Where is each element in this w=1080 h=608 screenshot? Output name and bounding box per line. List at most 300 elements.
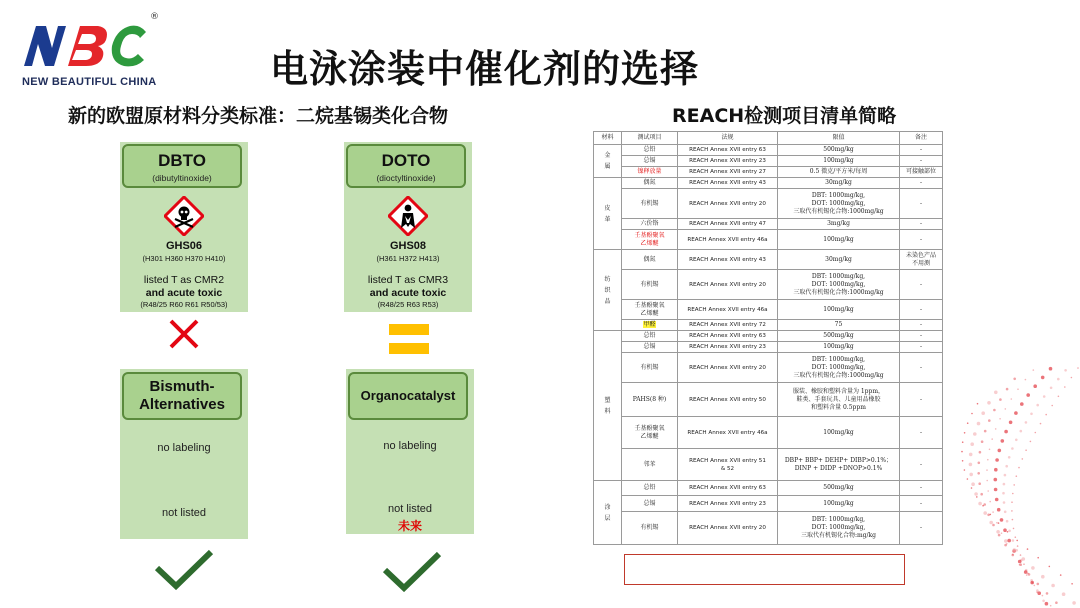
note-cell	[900, 383, 943, 417]
law-cell	[678, 417, 778, 449]
organocatalyst-name: Organocatalyst	[348, 372, 468, 420]
item-cell	[622, 481, 678, 496]
table-row	[594, 300, 943, 320]
decorative-dot	[1042, 595, 1044, 597]
limit-cell-text: 100mg/kg	[823, 499, 854, 507]
check-icon	[382, 550, 442, 598]
item-cell-text: 总镉	[643, 499, 656, 507]
decorative-dot	[1042, 600, 1045, 603]
item-cell-text: 总铅	[643, 332, 656, 339]
table-row	[594, 156, 943, 167]
note-cell	[900, 270, 943, 300]
decorative-dot	[1050, 605, 1052, 607]
limit-cell	[778, 417, 900, 449]
decorative-dot	[1025, 421, 1028, 424]
note-cell-text: -	[919, 220, 923, 227]
decorative-dot	[1012, 554, 1015, 557]
decorative-dot	[1019, 563, 1022, 566]
decorative-dot	[1017, 388, 1019, 390]
decorative-dot	[999, 398, 1002, 401]
item-cell-text: 有机锡	[640, 199, 659, 207]
note-cell-text: 可接触部位	[905, 168, 936, 175]
note-cell-text: -	[919, 235, 923, 243]
doto-listed: listed T as CMR3	[367, 274, 449, 286]
item-cell	[622, 167, 678, 178]
decorative-dot	[1036, 404, 1039, 407]
law-cell-text: REACH Annex XVII entry 20	[689, 200, 766, 207]
decorative-dot	[1012, 493, 1014, 495]
skull-crossbones-icon	[164, 196, 204, 236]
item-cell	[622, 145, 678, 156]
law-cell-text: REACH Annex XVII entry 27	[689, 169, 766, 175]
note-cell	[900, 145, 943, 156]
decorative-dot	[969, 473, 973, 477]
decorative-dot	[1058, 396, 1060, 398]
decorative-dot	[969, 453, 973, 457]
col-header-material: 材料	[594, 132, 622, 145]
table-row	[594, 178, 943, 189]
decorative-dot	[982, 505, 984, 507]
doto-acute: and acute toxic	[369, 287, 447, 299]
item-cell	[622, 270, 678, 300]
decorative-dot	[998, 522, 1000, 524]
decorative-dot	[1049, 367, 1053, 371]
decorative-dot	[1037, 583, 1040, 586]
decorative-dot	[989, 449, 991, 451]
reach-table-grid	[593, 131, 943, 545]
limit-cell-text: 3mg/kg	[827, 220, 850, 227]
decorative-dot	[1030, 441, 1032, 443]
decorative-dot	[1020, 430, 1023, 433]
decorative-dot	[971, 482, 975, 486]
limit-cell-text: 500mg/kg	[823, 146, 854, 153]
decorative-dot	[1003, 528, 1007, 532]
organocatalyst-listed: not listed	[387, 503, 433, 515]
decorative-dot	[962, 460, 964, 462]
note-cell-text: -	[919, 305, 923, 313]
decorative-dot	[1051, 405, 1053, 407]
material-cell: 塑 料	[594, 331, 622, 481]
decorative-dot	[1001, 439, 1005, 443]
decorative-dot	[995, 428, 997, 430]
decorative-dot	[1009, 421, 1013, 425]
decorative-dot	[1005, 465, 1008, 468]
note-cell	[900, 320, 943, 331]
item-cell	[622, 300, 678, 320]
note-cell	[900, 331, 943, 342]
note-cell	[900, 496, 943, 512]
limit-cell	[778, 353, 900, 383]
decorative-dot	[998, 534, 1001, 537]
limit-cell	[778, 331, 900, 342]
item-cell	[622, 250, 678, 270]
decorative-dot	[1028, 573, 1031, 576]
decorative-dot	[977, 403, 979, 405]
doto-h-statements: (H361 H372 H413)	[376, 254, 440, 263]
decorative-dot	[1000, 518, 1004, 522]
dbto-h-statements: (H301 H360 H370 H410)	[142, 254, 226, 263]
table-row	[594, 331, 943, 342]
decorative-dot	[987, 401, 991, 405]
decorative-dot	[977, 472, 980, 475]
note-cell-text: -	[919, 428, 923, 436]
law-cell-text: REACH Annex XVII entry 20	[689, 281, 766, 288]
decorative-dot	[967, 422, 969, 424]
decorative-dot	[1007, 539, 1011, 543]
decorative-dot	[1041, 376, 1045, 380]
organocatalyst-labeling: no labeling	[383, 440, 437, 452]
item-cell	[622, 383, 678, 417]
table-row	[594, 189, 943, 219]
decorative-dot	[1011, 510, 1013, 512]
dbto-listed: listed T as CMR2	[143, 274, 225, 286]
limit-cell	[778, 178, 900, 189]
item-cell-text: 总镉	[643, 343, 656, 350]
item-cell-text: 总镉	[643, 157, 656, 164]
decorative-dot	[1001, 532, 1003, 534]
decorative-dot	[988, 419, 991, 422]
dbto-acute: and acute toxic	[145, 287, 223, 299]
item-cell-text: PAHS(8 种)	[632, 395, 667, 403]
decorative-dot	[1077, 367, 1079, 369]
law-cell-text: REACH Annex XVII entry 46a	[687, 429, 768, 436]
dbto-name: DBTO	[158, 151, 206, 170]
decorative-dot	[1033, 384, 1037, 388]
decorative-dot	[1035, 432, 1037, 434]
decorative-dot	[992, 511, 994, 513]
item-cell-text: 总铅	[643, 484, 656, 491]
limit-cell-text: 100mg/kg	[823, 235, 854, 243]
decorative-dot	[986, 480, 988, 482]
registered-mark: ®	[150, 12, 159, 22]
item-cell-text: 甲醛	[643, 321, 656, 328]
law-cell	[678, 219, 778, 230]
decorative-dot	[1033, 369, 1035, 371]
note-cell-text: -	[919, 363, 923, 371]
decorative-dot	[1005, 408, 1007, 410]
law-cell	[678, 449, 778, 481]
decorative-dot	[1012, 539, 1015, 542]
decorative-dot	[994, 478, 998, 482]
law-cell-text: REACH Annex XVII entry 72	[689, 322, 766, 328]
law-cell-text: REACH Annex XVII entry 46a	[687, 306, 768, 313]
decorative-dot	[1006, 388, 1009, 391]
limit-cell	[778, 320, 900, 331]
item-cell-text: 镍释放量	[637, 168, 662, 175]
decorative-dot	[1013, 484, 1015, 486]
law-cell-text: REACH Annex XVII entry 43	[689, 180, 766, 186]
table-row	[594, 145, 943, 156]
health-hazard-icon	[388, 196, 428, 236]
law-cell-text: REACH Annex XVII entry 63	[689, 147, 766, 153]
decorative-dot	[1020, 554, 1022, 556]
limit-cell	[778, 512, 900, 545]
item-cell-text: 壬基酚聚氧 乙烯醚	[634, 231, 665, 247]
law-cell	[678, 512, 778, 545]
table-row	[594, 230, 943, 250]
note-cell	[900, 353, 943, 383]
item-cell	[622, 156, 678, 167]
decorative-dot	[996, 522, 998, 524]
item-cell-text: 有机锡	[640, 363, 659, 371]
dbto-risk: (R48/25 R60 R61 R50/53)	[140, 300, 228, 309]
decorative-dot	[976, 496, 978, 498]
cross-icon	[168, 318, 200, 354]
law-cell-text: REACH Annex XVII entry 47	[689, 221, 766, 227]
decorative-dot	[1072, 601, 1076, 605]
note-cell-text: 未染色产品 不用测	[905, 251, 936, 267]
decorative-dot	[992, 524, 995, 527]
note-cell	[900, 250, 943, 270]
decorative-dot	[1016, 475, 1018, 477]
equals-icon	[389, 322, 429, 360]
limit-cell-text: DBP+ BBP+ DEHP+ DIBP>0.1%； DINP + DIDP +DNOP>0.1%	[784, 456, 893, 472]
item-cell-text: 邻苯	[643, 460, 656, 468]
decorative-dot	[989, 521, 993, 525]
table-row	[594, 167, 943, 178]
decorative-dot	[967, 478, 969, 480]
decorative-dot	[987, 459, 989, 461]
decorative-dot	[991, 438, 993, 440]
decorative-dot	[997, 508, 1001, 512]
law-cell	[678, 320, 778, 331]
dbto-chem-name: (dibutyltinoxide)	[152, 173, 212, 183]
note-cell	[900, 156, 943, 167]
note-cell	[900, 512, 943, 545]
organotin-highlight-box	[624, 554, 905, 585]
material-cell: 金 属	[594, 145, 622, 178]
doto-header	[346, 144, 466, 188]
decorative-dot	[1024, 570, 1028, 574]
dbto-ghs-code: GHS06	[165, 240, 203, 252]
note-cell-text: -	[919, 499, 923, 507]
decorative-dot	[962, 441, 964, 443]
bismuth-listed: not listed	[161, 507, 207, 519]
decorative-dot	[971, 487, 973, 489]
decorative-dot	[1013, 528, 1015, 530]
item-cell-text: 六价铬	[640, 220, 659, 227]
decorative-dot	[986, 469, 988, 471]
decorative-dot	[971, 413, 973, 415]
decorative-dot	[996, 530, 1000, 534]
law-cell	[678, 145, 778, 156]
decorative-dot	[1027, 548, 1029, 550]
item-cell-text: 偶氮	[643, 255, 656, 263]
decorative-dot	[978, 502, 982, 506]
note-cell	[900, 219, 943, 230]
limit-cell-text: 100mg/kg	[823, 157, 854, 164]
nbc-logo	[18, 14, 168, 92]
item-cell	[622, 449, 678, 481]
decorative-dot	[978, 482, 981, 485]
col-header-note: 备注	[900, 132, 943, 145]
table-row	[594, 342, 943, 353]
decorative-dot	[1018, 467, 1020, 469]
decorative-dot	[1046, 592, 1049, 595]
decorative-dot	[981, 411, 985, 415]
item-cell-text: 有机锡	[640, 280, 659, 288]
law-cell	[678, 383, 778, 417]
decorative-dot	[1071, 583, 1073, 585]
limit-cell	[778, 250, 900, 270]
decorative-dot	[1025, 449, 1027, 451]
decorative-dot	[1022, 557, 1026, 561]
dbto-header	[122, 144, 242, 188]
decorative-dot	[1006, 520, 1009, 523]
decorative-dot	[970, 442, 974, 446]
decorative-dot	[973, 432, 977, 436]
note-cell-text: -	[919, 524, 923, 531]
table-row	[594, 383, 943, 417]
table-row	[594, 219, 943, 230]
col-header-law: 法规	[678, 132, 778, 145]
law-cell-text: REACH Annex XVII entry 63	[689, 333, 766, 339]
decorative-dot	[1004, 539, 1008, 543]
decorative-dot	[994, 391, 998, 395]
law-cell	[678, 230, 778, 250]
law-cell	[678, 496, 778, 512]
decorative-dot	[1036, 589, 1039, 592]
decorative-dot	[1055, 601, 1058, 604]
decorative-dot	[994, 468, 998, 472]
note-cell	[900, 230, 943, 250]
decorative-dot	[1023, 563, 1025, 565]
decorative-dot	[1037, 557, 1039, 559]
item-cell	[622, 342, 678, 353]
table-row	[594, 270, 943, 300]
note-cell-text: -	[919, 343, 923, 350]
decorative-dot	[1003, 483, 1006, 486]
material-cell: 皮 革	[594, 178, 622, 250]
law-cell-text: REACH Annex XVII entry 46a	[687, 236, 768, 243]
decorative-dot	[1014, 411, 1018, 415]
table-row	[594, 449, 943, 481]
law-cell-text: REACH Annex XVII entry 20	[689, 525, 766, 531]
law-cell	[678, 331, 778, 342]
limit-cell	[778, 189, 900, 219]
table-row	[594, 250, 943, 270]
limit-cell	[778, 496, 900, 512]
item-cell	[622, 331, 678, 342]
item-cell	[622, 230, 678, 250]
limit-cell-text: 服装、橡胶和塑料含量为 1ppm， 鞋类、手套玩具、儿童用品橡胶 和塑料含量 0.5ppm	[792, 387, 885, 411]
decorative-dot	[994, 488, 998, 492]
table-row	[594, 481, 943, 496]
decorative-dot	[1031, 566, 1035, 570]
decorative-dot	[987, 514, 990, 517]
material-cell: 纺 织 品	[594, 250, 622, 331]
decorative-dot	[1030, 581, 1034, 585]
limit-cell	[778, 270, 900, 300]
decorative-dot	[1015, 439, 1018, 442]
decorative-dot	[1062, 592, 1066, 596]
decorative-dot	[1012, 519, 1014, 521]
law-cell	[678, 270, 778, 300]
bismuth-name-text: Bismuth- Alternatives	[139, 378, 225, 413]
limit-cell-text: 100mg/kg	[823, 428, 854, 436]
reach-table	[593, 131, 942, 590]
decorative-dot	[1064, 369, 1067, 372]
decorative-dot	[1041, 575, 1045, 579]
decorative-dot	[1007, 531, 1009, 533]
check-icon	[154, 548, 214, 596]
organocatalyst-card	[346, 369, 474, 534]
decorative-dot	[1045, 414, 1047, 416]
limit-cell	[778, 383, 900, 417]
doto-chem-name: (dioctyltinoxide)	[376, 173, 436, 183]
decorative-dot	[981, 440, 984, 443]
limit-cell	[778, 342, 900, 353]
note-cell	[900, 167, 943, 178]
item-cell	[622, 353, 678, 383]
decorative-dot	[1064, 386, 1066, 388]
limit-cell-text: 0.5 微克/平方米/每周	[809, 168, 868, 175]
decorative-dot	[1043, 395, 1046, 398]
limit-cell	[778, 230, 900, 250]
decorative-dot	[1011, 501, 1013, 503]
bismuth-name	[122, 372, 242, 420]
decorative-dots	[960, 340, 1080, 608]
decorative-dot	[1026, 393, 1030, 397]
note-cell-text: -	[919, 280, 923, 288]
page-title: 电泳涂装中催化剂的选择	[270, 47, 700, 91]
decorative-dot	[1034, 585, 1036, 587]
law-cell	[678, 156, 778, 167]
table-row	[594, 353, 943, 383]
decorative-dot	[1004, 544, 1007, 547]
doto-risk: (R48/25 R63 R53)	[377, 300, 439, 309]
decorative-dot	[980, 493, 983, 496]
note-cell	[900, 449, 943, 481]
law-cell-text: REACH Annex XVII entry 43	[689, 256, 766, 263]
note-cell	[900, 300, 943, 320]
item-cell	[622, 189, 678, 219]
decorative-dot	[1020, 402, 1024, 406]
bismuth-labeling: no labeling	[157, 442, 211, 454]
decorative-dot	[1045, 602, 1049, 606]
decorative-dot	[1013, 378, 1016, 381]
decorative-dot	[1004, 511, 1007, 514]
item-cell	[622, 512, 678, 545]
decorative-dot	[1002, 492, 1005, 495]
limit-cell-text: 100mg/kg	[823, 343, 854, 350]
limit-cell-text: DBT: 1000mg/kg, DOT: 1000mg/kg, 三取代有机锡化合物:1000mg/kg	[793, 355, 884, 379]
nbc-logo-mark	[18, 14, 158, 74]
doto-name: DOTO	[381, 151, 431, 170]
item-cell	[622, 417, 678, 449]
law-cell-text: REACH Annex XVII entry 63	[689, 485, 766, 491]
decorative-dot	[999, 418, 1001, 420]
dbto-card	[120, 142, 248, 312]
decorative-dot	[1026, 574, 1028, 576]
decorative-dot	[979, 451, 982, 454]
limit-cell	[778, 167, 900, 178]
law-cell	[678, 481, 778, 496]
bismuth-card	[120, 369, 248, 539]
limit-cell	[778, 145, 900, 156]
law-cell-text: REACH Annex XVII entry 23	[689, 158, 766, 164]
doto-card	[344, 142, 472, 312]
table-row	[594, 496, 943, 512]
law-cell	[678, 167, 778, 178]
note-cell-text: -	[919, 146, 923, 153]
limit-cell-text: DBT: 1000mg/kg, DOT: 1000mg/kg, 三取代有机锡化合物:mg/kg	[800, 516, 877, 539]
decorative-dot	[964, 469, 966, 471]
decorative-dot	[1017, 545, 1019, 547]
decorative-dot	[1013, 548, 1017, 552]
decorative-dot	[1016, 540, 1018, 542]
decorative-dot	[1030, 413, 1033, 416]
